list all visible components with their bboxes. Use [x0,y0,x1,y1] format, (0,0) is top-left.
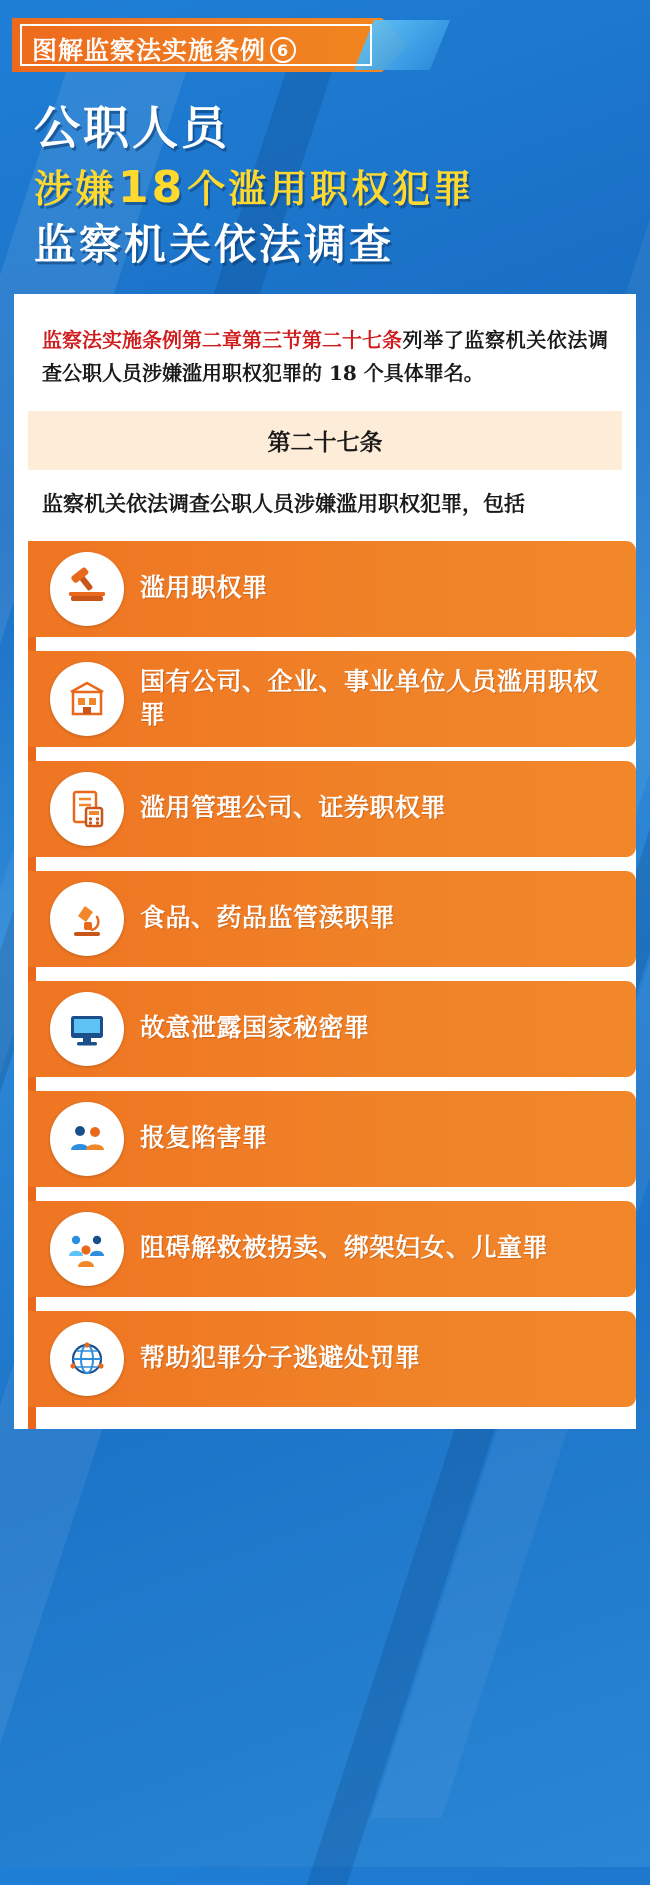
list-item-label: 国有公司、企业、事业单位人员滥用职权罪 [140,667,600,729]
intro-red-clause: 监察法实施条例第二章第三节第二十七条 [42,328,402,353]
article-heading: 第二十七条 [28,411,622,470]
list-item[interactable] [28,541,636,637]
list-item[interactable] [28,981,636,1077]
list-item[interactable] [28,871,636,967]
main-title-line-2 [34,159,614,217]
main-title-line-2-suffix: 个滥用职权犯罪 [187,166,475,211]
main-title-line-3: 监察机关依法调查 [34,219,395,269]
list-item[interactable] [28,1311,636,1407]
factory-building-icon [50,662,124,736]
list-item-label: 食品、药品监管渎职罪 [140,903,396,933]
list-item[interactable] [28,651,636,747]
calculator-document-icon [50,772,124,846]
list-item[interactable] [28,1091,636,1187]
intro-paragraph [14,320,636,411]
header-title-text: 图解监察法实施条例 [32,36,267,65]
list-item-label: 故意泄露国家秘密罪 [140,1013,370,1043]
microscope-icon [50,882,124,956]
main-title [34,98,614,272]
people-group-icon [50,1212,124,1286]
globe-network-icon [50,1322,124,1396]
list-item-label: 滥用职权罪 [140,573,268,603]
intro-rest-text: 列举了监察机关依法调查公职人员涉嫌滥用职权犯罪的 18 个具体罪名。 [42,328,608,385]
computer-monitor-icon [50,992,124,1066]
main-title-line-2-prefix: 涉嫌 [34,166,117,211]
two-people-icon [50,1102,124,1176]
gavel-stamp-icon [50,552,124,626]
header-series-number: 6 [270,37,296,63]
list-item-label: 帮助犯罪分子逃避处罚罪 [140,1343,421,1373]
list-item[interactable] [28,761,636,857]
list-item-label: 阻碍解救被拐卖、绑架妇女、儿童罪 [140,1233,549,1263]
content-card [14,294,636,1428]
list-item-label: 报复陷害罪 [140,1123,268,1153]
header-banner [12,18,442,72]
main-title-count: 18 [118,161,186,213]
list-item[interactable] [28,1201,636,1297]
list-item-label: 滥用管理公司、证券职权罪 [140,793,447,823]
crime-list [14,541,636,1429]
main-title-line-1: 公职人员 [34,101,230,155]
article-body-text: 监察机关依法调查公职人员涉嫌滥用职权犯罪，包括 [42,491,525,517]
header-title [32,31,296,67]
